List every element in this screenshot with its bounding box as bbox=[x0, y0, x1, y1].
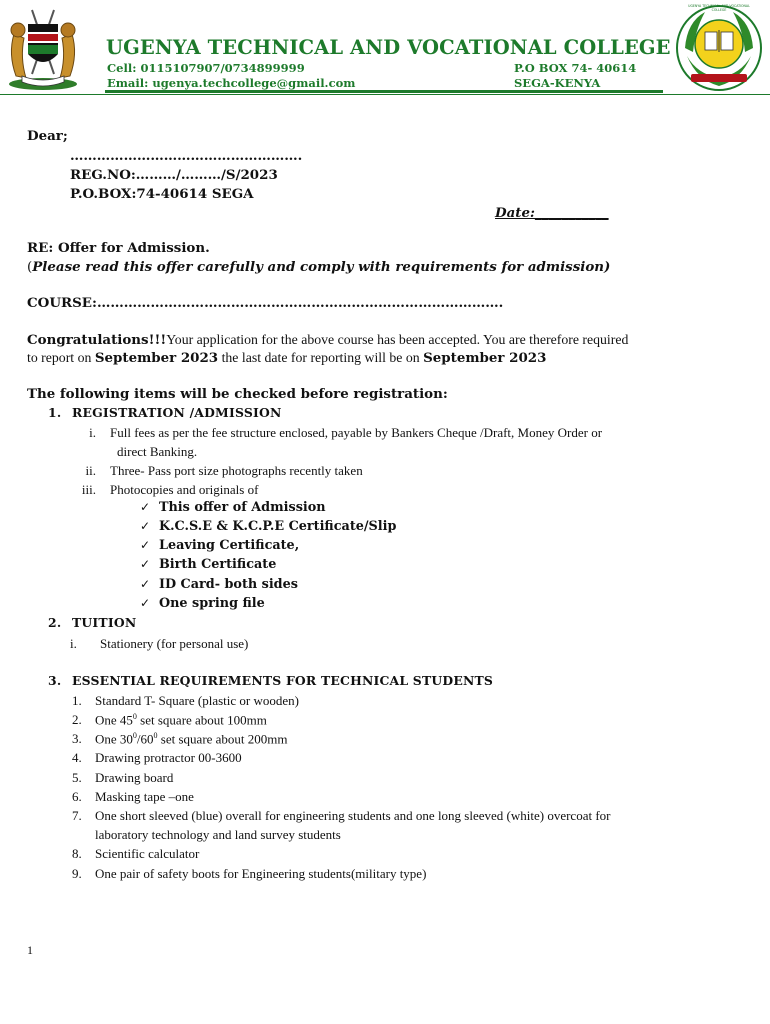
header-rule-thin bbox=[0, 94, 770, 95]
section-2-title: TUITION bbox=[72, 615, 137, 630]
check-icon: ✓ bbox=[140, 577, 151, 591]
check-icon: ✓ bbox=[140, 538, 151, 552]
s3-item-9: 9. One pair of safety boots for Engineering students(military type) bbox=[72, 866, 427, 881]
s3-item-6: 6. Masking tape –one bbox=[72, 789, 194, 804]
s3-item-7: 7. One short sleeved (blue) overall for engineering students and one long sleeved (white) overcoat for bbox=[72, 808, 611, 823]
section-1-title: REGISTRATION /ADMISSION bbox=[72, 405, 282, 420]
check-icon: ✓ bbox=[140, 557, 151, 571]
check-icon: ✓ bbox=[140, 596, 151, 610]
s3-item-7-cont: laboratory technology and land survey students bbox=[95, 827, 341, 842]
s1-item-3: iii. Photocopies and originals of bbox=[81, 482, 259, 497]
check-icon: ✓ bbox=[140, 519, 151, 533]
checked-items-heading: The following items will be checked before registration: bbox=[27, 386, 448, 402]
doc-offer-of-admission: ✓ This offer of Admission bbox=[140, 500, 326, 515]
s2-item-1: i. Stationery (for personal use) bbox=[70, 636, 249, 651]
s3-item-4: 4. Drawing protractor 00-3600 bbox=[72, 750, 242, 765]
doc-kcse-kcpe: ✓ K.C.S.E & K.C.P.E Certificate/Slip bbox=[140, 519, 397, 534]
section-3-title: ESSENTIAL REQUIREMENTS FOR TECHNICAL STUDENTS bbox=[72, 673, 494, 688]
seal-text: UGENYA TECHNICAL AND VOCATIONAL COLLEGE bbox=[688, 4, 750, 12]
s3-item-3: 3. One $30^0/60^0$ set square about 200mm bbox=[72, 731, 288, 747]
header-rule-thick bbox=[105, 90, 663, 93]
college-name: UGENYA TECHNICAL AND VOCATIONAL COLLEGE bbox=[106, 36, 671, 59]
college-location: SEGA-KENYA bbox=[514, 76, 601, 90]
kenya-coat-of-arms-logo bbox=[4, 4, 82, 92]
instruction-line: (Please read this offer carefully and comply with requirements for admission) bbox=[27, 259, 611, 275]
re-line: RE: Offer for Admission. bbox=[27, 240, 210, 256]
salutation: Dear; bbox=[27, 128, 68, 144]
doc-leaving-certificate: ✓ Leaving Certificate, bbox=[140, 538, 300, 553]
recipient-name-line: ……………………………………………. bbox=[70, 148, 303, 164]
reg-number: REG.NO:………/………/S/2023 bbox=[70, 167, 278, 183]
college-cell: Cell: 0115107907/0734899999 bbox=[107, 61, 305, 75]
section-1-number: 1. bbox=[48, 405, 62, 420]
s3-item-2: 2. One $45^0$ set square about 100mm bbox=[72, 712, 267, 728]
doc-spring-file: ✓ One spring file bbox=[140, 596, 265, 611]
college-email: Email: ugenya.techcollege@gmail.com bbox=[107, 76, 356, 90]
s1-item-2: ii. Three- Pass port size photographs recently taken bbox=[85, 463, 363, 478]
congrats-paragraph-line1: Congratulations!!!Your application for the above course has been accepted. You are therefore required bbox=[27, 332, 629, 348]
recipient-address: P.O.BOX:74-40614 SEGA bbox=[70, 186, 254, 202]
section-2-number: 2. bbox=[48, 615, 62, 630]
check-icon: ✓ bbox=[140, 500, 151, 514]
s3-item-5: 5. Drawing board bbox=[72, 770, 174, 785]
doc-birth-certificate: ✓ Birth Certificate bbox=[140, 557, 277, 572]
course-line: COURSE:………………………………………………………………………………. bbox=[27, 295, 504, 311]
s3-item-8: 8. Scientific calculator bbox=[72, 846, 200, 861]
page-number: 1 bbox=[27, 943, 33, 957]
congrats-paragraph-line2: to report on September 2023 the last date for reporting will be on September 2023 bbox=[27, 350, 547, 366]
college-seal-logo bbox=[675, 2, 763, 94]
s1-item-1: i. Full fees as per the fee structure enclosed, payable by Bankers Cheque /Draft, Money Order or bbox=[89, 425, 603, 440]
doc-id-card: ✓ ID Card- both sides bbox=[140, 577, 298, 592]
s1-item-1-cont: direct Banking. bbox=[117, 444, 198, 459]
section-3-number: 3. bbox=[48, 673, 62, 688]
date-field: Date:___________ bbox=[495, 205, 609, 221]
college-po-box: P.O BOX 74- 40614 bbox=[514, 61, 637, 75]
s3-item-1: 1. Standard T- Square (plastic or wooden) bbox=[72, 693, 299, 708]
